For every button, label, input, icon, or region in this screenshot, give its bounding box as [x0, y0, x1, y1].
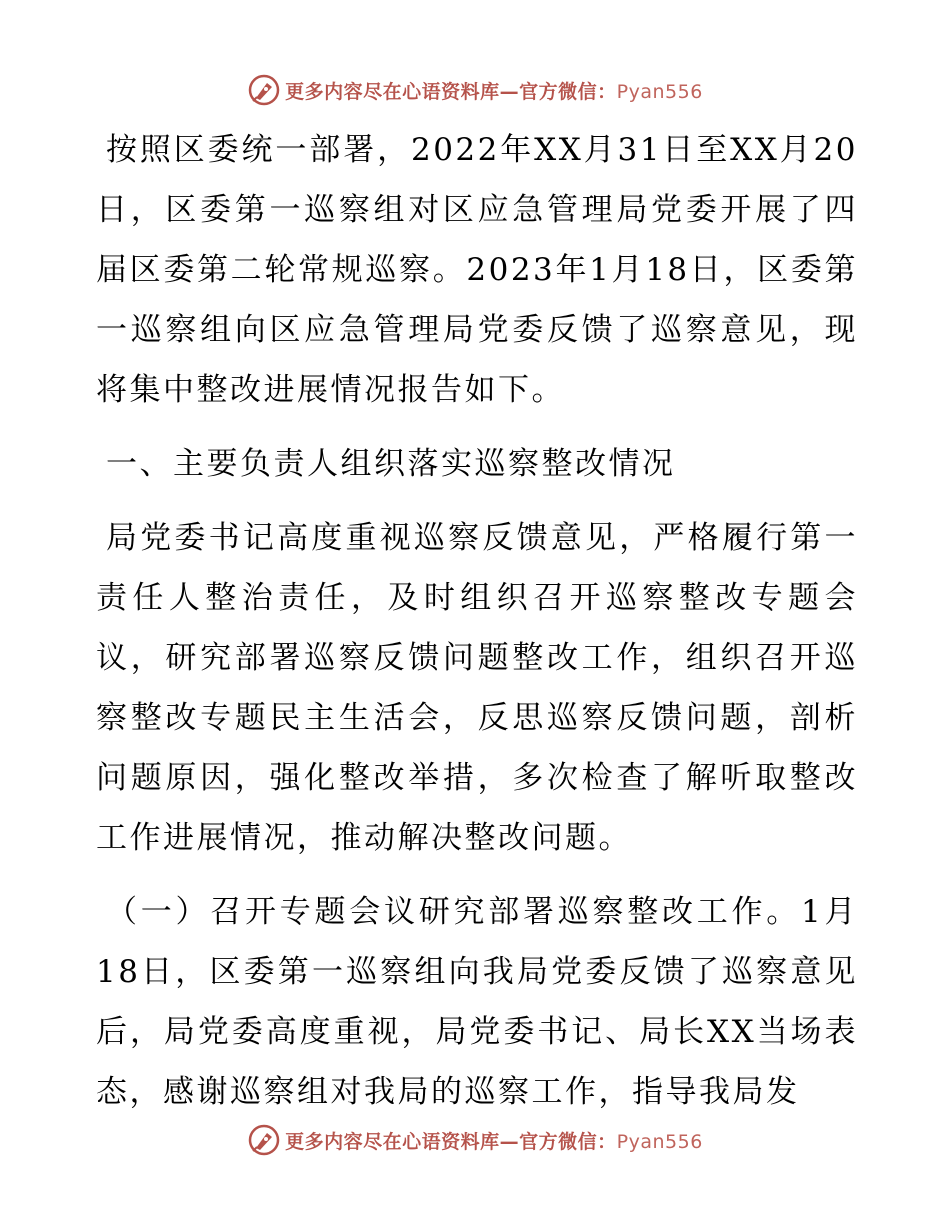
watermark-handle: Pyan556 [616, 1130, 703, 1153]
pen-nib-circle-icon [247, 1123, 281, 1157]
watermark-footer [0, 1120, 950, 1160]
watermark-main: 更多内容尽在心语资料库—官方微信： [285, 1130, 617, 1153]
intro-paragraph: 按照区委统一部署，2022年XX月31日至XX月20日，区委第一巡察组对区应急管理局党委开展了四届区委第二轮常规巡察。2023年1月18日，区委第一巡察组向区应急管理局党委反馈了巡察意见，现将集中整改进展情况报告如下。 [96, 132, 858, 408]
watermark-header [0, 70, 950, 110]
pen-nib-circle-icon [247, 73, 281, 107]
body-paragraph: 局党委书记高度重视巡察反馈意见，严格履行第一责任人整治责任，及时组织召开巡察整改专题会议，研究部署巡察反馈问题整改工作，组织召开巡察整改专题民主生活会，反思巡察反馈问题，剖析问题原因，强化整改举措，多次检查了解听取整改工作进展情况，推动解决整改问题。 [96, 520, 858, 856]
watermark-text [285, 1127, 703, 1154]
subsection-paragraph: （一）召开专题会议研究部署巡察整改工作。1月18日，区委第一巡察组向我局党委反馈了巡察意见后，局党委高度重视，局党委书记、局长XX当场表态，感谢巡察组对我局的巡察工作，指导我局发 [96, 894, 858, 1110]
watermark-text [285, 77, 703, 104]
document-body [96, 120, 858, 1136]
section-heading: 一、主要负责人组织落实巡察整改情况 [106, 446, 676, 482]
watermark-handle: Pyan556 [616, 80, 703, 103]
watermark-main: 更多内容尽在心语资料库—官方微信： [285, 80, 617, 103]
